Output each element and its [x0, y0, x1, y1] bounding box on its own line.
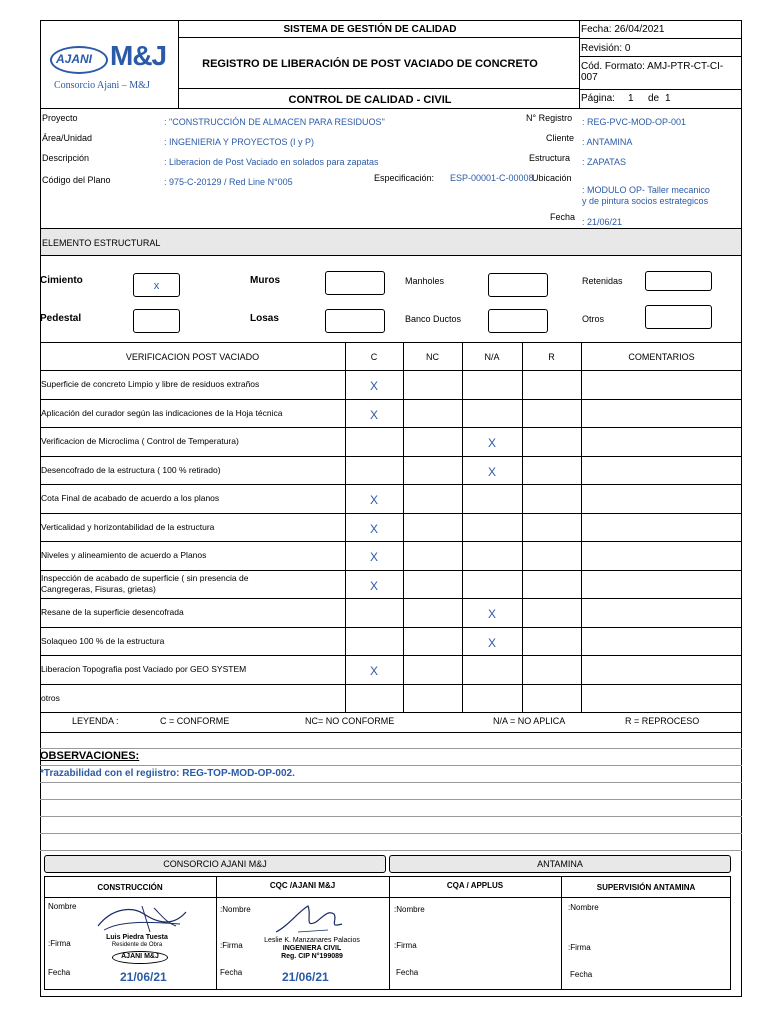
row-label-line: Superficie de concreto Limpio y libre de residuos extraños: [41, 379, 260, 389]
no-aplica-mark[interactable]: X: [487, 464, 496, 479]
consorcio-title: CONSORCIO AJANI M&J: [163, 859, 267, 869]
row-label-line: Niveles y alineamiento de acuerdo a Planos: [41, 550, 207, 560]
table-row: [40, 598, 742, 627]
table-row: [40, 370, 742, 399]
fecha-value: : 21/06/21: [582, 217, 623, 227]
row-label: [41, 573, 248, 595]
elemento-title-bar: [40, 228, 742, 256]
retenidas-label: Retenidas: [582, 276, 623, 286]
row-label-line: Liberacion Topografia post Vaciado por GEO SYSTEM: [41, 664, 247, 674]
c4-fecha: Fecha: [570, 970, 593, 979]
row-label: [41, 522, 214, 533]
conforme-mark[interactable]: X: [369, 379, 378, 393]
c2-fecha: Fecha: [220, 968, 243, 977]
otros-label: Otros: [582, 314, 605, 324]
especificacion-value: ESP-00001-C-00008: [450, 173, 534, 183]
ubicacion-value-2: y de pintura socios estrategicos: [582, 196, 709, 206]
row-label: [41, 693, 60, 704]
leyenda-na: N/A = NO APLICA: [493, 716, 566, 726]
header-cod-formato: Cód. Formato: AMJ-PTR-CT-CI-007: [581, 61, 724, 83]
c4-firma: :Firma: [568, 943, 591, 952]
leyenda-row: [40, 712, 742, 732]
company-logo: [46, 36, 170, 96]
sig1-role: Residente de Obra: [111, 942, 163, 948]
cliente-label: Cliente: [546, 133, 575, 143]
antamina-header: [389, 855, 731, 873]
header-r: R: [548, 352, 555, 362]
row-label: [41, 379, 259, 390]
fecha-label: Fecha: [550, 212, 576, 222]
area-label: Área/Unidad: [42, 133, 93, 143]
observaciones-text: *Trazabilidad con el regiistro: REG-TOP-MOD-OP-002.: [40, 768, 295, 779]
verification-table: [40, 342, 742, 712]
table-row: [40, 684, 742, 713]
header-revision: Revisión: 0: [581, 43, 631, 54]
row-label: [41, 664, 246, 675]
header-fecha: Fecha: 26/04/2021: [581, 24, 665, 35]
signature-1-image: [92, 902, 192, 936]
consorcio-header: [44, 855, 386, 873]
sig2-name: Leslie K. Manzanares Palacios: [264, 937, 360, 944]
row-label: [41, 636, 164, 647]
leyenda-nc: NC= NO CONFORME: [305, 716, 395, 726]
losas-label: Losas: [250, 313, 279, 324]
table-row: [40, 513, 742, 542]
c3-fecha: Fecha: [396, 968, 419, 977]
ubicacion-label: Ubicación: [532, 173, 572, 183]
leyenda-c: C = CONFORME: [160, 716, 230, 726]
row-label-line-2: Cangregeras, Fisuras, grietas): [41, 583, 156, 594]
section-title: CONTROL DE CALIDAD - CIVIL: [288, 94, 452, 106]
leyenda-label: LEYENDA :: [72, 716, 119, 726]
sig1-name: Luis Piedra Tuesta: [106, 934, 168, 941]
ubicacion-value-1: : MODULO OP- Taller mecanico: [582, 185, 710, 195]
logo-ajani-text: AJANI: [56, 52, 93, 66]
conforme-mark[interactable]: X: [369, 578, 378, 593]
descripcion-label: Descripción: [42, 153, 90, 163]
table-row: [40, 627, 742, 656]
col-supervision: SUPERVISIÓN ANTAMINA: [596, 883, 696, 892]
conforme-mark[interactable]: X: [369, 550, 378, 564]
estructura-value: : ZAPATAS: [582, 157, 627, 167]
codigo-value: : 975-C-20129 / Red Line N°005: [164, 177, 293, 187]
row-label-line: Aplicación del curador según las indicaciones de la Hoja técnica: [41, 407, 283, 418]
header-pagina-num: 1: [628, 93, 634, 104]
c2-fecha-value: 21/06/21: [282, 970, 329, 984]
conforme-mark[interactable]: X: [369, 521, 378, 536]
table-row: [40, 570, 742, 599]
header-verificacion: VERIFICACION POST VACIADO: [125, 352, 260, 362]
row-label-line: Verticalidad y horizontabilidad de la estructura: [41, 521, 215, 532]
codigo-label: Código del Plano: [42, 175, 111, 185]
cliente-value: : ANTAMINA: [582, 137, 633, 147]
row-label-line: otros: [41, 692, 60, 703]
conforme-mark[interactable]: X: [369, 407, 378, 422]
table-row: [40, 456, 742, 485]
logo-subtitle: Consorcio Ajani – M&J: [54, 80, 150, 91]
header-section: [40, 20, 742, 108]
table-row: [40, 399, 742, 428]
sig2-role: INGENIERA CIVIL: [282, 945, 342, 952]
retenidas-checkbox[interactable]: [645, 271, 712, 291]
row-label-line: Solaqueo 100 % de la estructura: [41, 635, 165, 646]
row-label: [41, 493, 219, 504]
c2-firma: :Firma: [220, 941, 243, 950]
conforme-mark[interactable]: X: [369, 493, 378, 507]
row-label-line: Cota Final de acabado de acuerdo a los planos: [41, 493, 220, 503]
header-comentarios: COMENTARIOS: [628, 352, 695, 362]
col-construccion: CONSTRUCCIÓN: [97, 883, 163, 892]
table-row: [40, 427, 742, 456]
conforme-mark[interactable]: X: [369, 664, 378, 678]
muros-label: Muros: [250, 275, 280, 286]
leyenda-r: R = REPROCESO: [625, 716, 700, 726]
info-section: [40, 108, 742, 228]
row-label: [41, 465, 221, 476]
losas-checkbox[interactable]: [325, 309, 385, 333]
cimiento-label: Cimiento: [40, 275, 83, 286]
header-pagina-label: Página:: [581, 93, 615, 104]
header-nc: NC: [426, 352, 439, 362]
row-label: [41, 436, 239, 447]
pedestal-label: Pedestal: [40, 313, 82, 324]
table-row: [40, 484, 742, 513]
elemento-title: ELEMENTO ESTRUCTURAL: [42, 238, 161, 248]
no-aplica-mark[interactable]: X: [487, 607, 496, 621]
especificacion-label: Especificación:: [374, 173, 435, 183]
proyecto-value: : "CONSTRUCCIÓN DE ALMACEN PARA RESIDUOS": [164, 117, 385, 127]
manholes-label: Manholes: [405, 276, 445, 286]
manholes-checkbox[interactable]: [488, 273, 548, 297]
muros-checkbox[interactable]: [325, 271, 385, 295]
proyecto-label: Proyecto: [42, 113, 78, 123]
header-pagina-total: 1: [665, 93, 671, 104]
pedestal-checkbox[interactable]: [133, 309, 180, 333]
no-aplica-mark[interactable]: X: [487, 436, 496, 450]
c4-nombre: :Nombre: [568, 903, 599, 912]
estructura-label: Estructura: [529, 153, 571, 163]
area-value: : INGENIERIA Y PROYECTOS (I y P): [164, 137, 315, 147]
sig2-cip: Reg. CIP N°199089: [281, 953, 343, 960]
banco-ductos-checkbox[interactable]: [488, 309, 548, 333]
cimiento-mark: x: [153, 280, 160, 292]
c2-nombre: :Nombre: [220, 905, 251, 914]
row-label-line: Verificacion de Microclima ( Control de Temperatura): [41, 436, 239, 446]
observaciones-title: OBSERVACIONES:: [40, 750, 140, 762]
c1-fecha-value: 21/06/21: [120, 970, 167, 984]
banco-ductos-label: Banco Ductos: [405, 314, 462, 324]
row-label-line: Resane de la superficie desencofrada: [41, 607, 184, 617]
col-cqc-ajani: CQC /AJANI M&J: [269, 881, 336, 890]
row-label: [41, 408, 282, 419]
c1-nombre: Nombre: [48, 902, 77, 911]
system-title: SISTEMA DE GESTIÓN DE CALIDAD: [283, 24, 457, 35]
header-na: N/A: [484, 352, 500, 362]
table-row: [40, 541, 742, 570]
document-title: REGISTRO DE LIBERACIÓN DE POST VACIADO DE CONCRETO: [202, 58, 538, 70]
table-header-row: [40, 342, 742, 370]
col-cqa-applus: CQA / APPLUS: [446, 881, 504, 890]
no-aplica-mark[interactable]: X: [487, 635, 496, 650]
antamina-title: ANTAMINA: [537, 859, 583, 869]
logo-mj-text: M&J: [110, 40, 167, 71]
c3-nombre: :Nombre: [394, 905, 425, 914]
header-pagina-de: de: [648, 93, 660, 104]
header-c: C: [370, 352, 378, 362]
table-row: [40, 655, 742, 684]
registro-value: : REG-PVC-MOD-OP-001: [582, 117, 687, 127]
row-label: [41, 607, 184, 618]
signature-2-image: [268, 902, 348, 938]
c3-firma: :Firma: [394, 941, 417, 950]
registro-label: N° Registro: [526, 113, 573, 123]
row-label-line: Desencofrado de la estructura ( 100 % retirado): [41, 464, 221, 475]
c1-fecha: Fecha: [48, 968, 71, 977]
descripcion-value: : Liberacion de Post Vaciado en solados para zapatas: [164, 157, 379, 167]
sig1-logo: AJANI M&J: [121, 953, 159, 960]
row-label-line: Inspección de acabado de superficie ( sin presencia de: [41, 572, 249, 583]
otros-checkbox[interactable]: [645, 305, 712, 329]
row-label: [41, 550, 206, 561]
c1-firma: :Firma: [48, 939, 71, 948]
